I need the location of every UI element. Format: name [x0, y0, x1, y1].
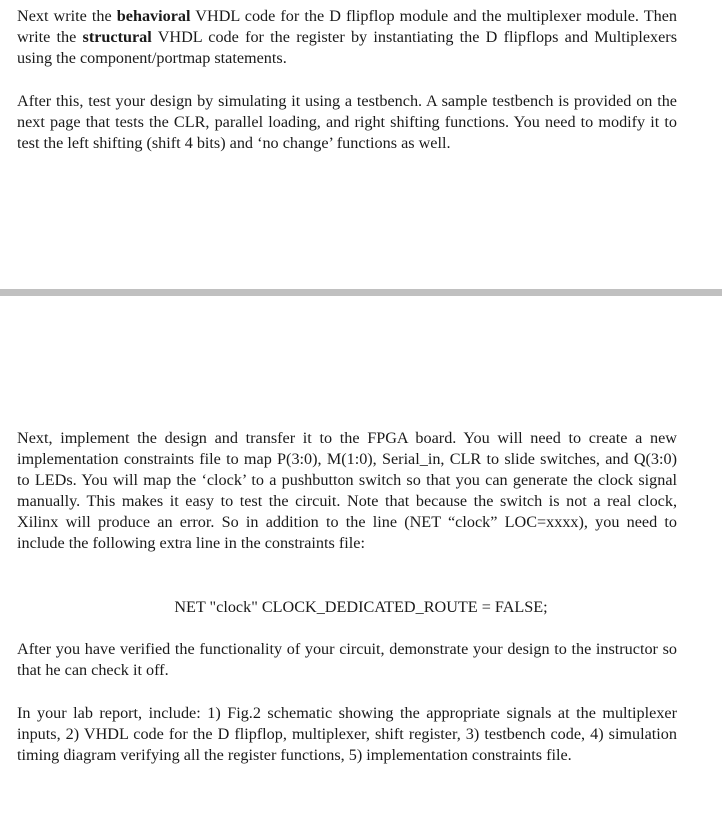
- implementation-paragraph: Next, implement the design and transfer it to the FPGA board. You will need to create a new implementation constraints file to map P(3:0), M(1:0), Serial_in, CLR to slide switches, and Q(3:0) to LEDs. You will map the ‘clock’ to a pushbutton switch so that you can generate the clock signal manually. This makes it easy to test the circuit. Note that because the switch is not a real clock, Xilinx will produce an error. So in addition to the line (NET “clock” LOC=xxxx), you need to include the following extra line in the constraints file:: [17, 429, 677, 552]
- page-divider: [0, 289, 722, 296]
- testbench-paragraph: After this, test your design by simulating it using a testbench. A sample testbench is provided on the next page that tests the CLR, parallel loading, and right shifting functions. You need to modify it to test the left shifting (shift 4 bits) and ‘no change’ functions as well.: [17, 92, 677, 152]
- intro-text-2: VHDL code for the D flipflop module and the multiplexer module. Then write the: [17, 7, 677, 46]
- lab-report-paragraph: In your lab report, include: 1) Fig.2 schematic showing the appropriate signals at the multiplexer inputs, 2) VHDL code for the D flipflop, multiplexer, shift register, 3) testbench code, 4) simulation timing diagram verifying all the register functions, 5) implementation constraints file.: [17, 704, 677, 764]
- intro-text-1: Next write the: [17, 7, 117, 25]
- behavioral-keyword: behavioral: [116, 7, 191, 25]
- intro-text-3: VHDL code for the register by instantiating the D flipflops and Multiplexers using the component/portmap statements.: [17, 28, 677, 67]
- structural-keyword: structural: [82, 28, 152, 46]
- intro-paragraph: [17, 6, 677, 69]
- constraint-code-line: NET "clock" CLOCK_DEDICATED_ROUTE = FALSE;: [174, 598, 548, 616]
- verification-paragraph: After you have verified the functionality of your circuit, demonstrate your design to the instructor so that he can check it off.: [17, 640, 677, 679]
